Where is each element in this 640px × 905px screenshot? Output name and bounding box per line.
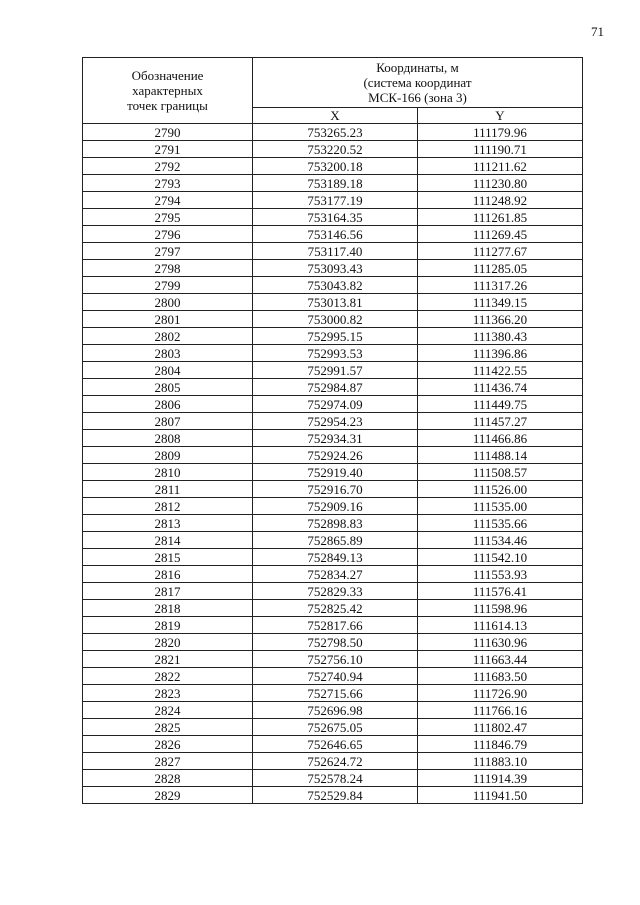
y-cell: 111466.86 [418,430,583,447]
table-row [83,243,583,260]
x-cell: 752974.09 [253,396,418,413]
table-row [83,685,583,702]
y-cell: 111261.85 [418,209,583,226]
y-cell: 111248.92 [418,192,583,209]
point-cell: 2828 [83,770,253,787]
x-cell: 753177.19 [253,192,418,209]
table-row [83,379,583,396]
table-row [83,668,583,685]
point-cell: 2821 [83,651,253,668]
y-cell: 111663.44 [418,651,583,668]
y-cell: 111488.14 [418,447,583,464]
table-row [83,770,583,787]
x-cell: 752934.31 [253,430,418,447]
x-cell: 752529.84 [253,787,418,804]
point-cell: 2810 [83,464,253,481]
y-cell: 111598.96 [418,600,583,617]
y-cell: 111630.96 [418,634,583,651]
y-cell: 111914.39 [418,770,583,787]
x-cell: 752919.40 [253,464,418,481]
table-row [83,719,583,736]
x-cell: 752849.13 [253,549,418,566]
point-header-line: точек границы [127,98,208,113]
coord-header-line: МСК-166 (зона 3) [368,90,467,105]
table-row [83,634,583,651]
point-cell: 2814 [83,532,253,549]
point-cell: 2790 [83,124,253,141]
y-cell: 111317.26 [418,277,583,294]
y-cell: 111211.62 [418,158,583,175]
x-cell: 752898.83 [253,515,418,532]
point-cell: 2811 [83,481,253,498]
x-cell: 752817.66 [253,617,418,634]
point-cell: 2799 [83,277,253,294]
x-cell: 752865.89 [253,532,418,549]
x-cell: 752991.57 [253,362,418,379]
x-cell: 752984.87 [253,379,418,396]
x-cell: 753164.35 [253,209,418,226]
x-cell: 752993.53 [253,345,418,362]
point-cell: 2825 [83,719,253,736]
y-cell: 111534.46 [418,532,583,549]
point-cell: 2824 [83,702,253,719]
point-cell: 2822 [83,668,253,685]
table-row [83,226,583,243]
point-cell: 2805 [83,379,253,396]
point-cell: 2792 [83,158,253,175]
table-row [83,600,583,617]
point-cell: 2829 [83,787,253,804]
point-cell: 2812 [83,498,253,515]
x-cell: 752624.72 [253,753,418,770]
table-row [83,277,583,294]
x-column-header: X [253,108,418,124]
table-row [83,362,583,379]
table-row [83,447,583,464]
coord-header-line: (система координат [363,75,472,90]
y-cell: 111380.43 [418,328,583,345]
x-cell: 752740.94 [253,668,418,685]
table-row [83,498,583,515]
point-cell: 2816 [83,566,253,583]
y-cell: 111802.47 [418,719,583,736]
y-cell: 111846.79 [418,736,583,753]
table-body [83,124,583,804]
table-row [83,294,583,311]
table-row [83,617,583,634]
x-cell: 752916.70 [253,481,418,498]
point-cell: 2806 [83,396,253,413]
point-cell: 2807 [83,413,253,430]
table-row [83,464,583,481]
point-cell: 2795 [83,209,253,226]
point-header-line: Обозначение [131,68,204,83]
table-row [83,430,583,447]
point-cell: 2791 [83,141,253,158]
y-cell: 111535.00 [418,498,583,515]
x-cell: 752798.50 [253,634,418,651]
point-cell: 2796 [83,226,253,243]
point-cell: 2794 [83,192,253,209]
point-cell: 2818 [83,600,253,617]
table-row [83,481,583,498]
point-cell: 2804 [83,362,253,379]
y-cell: 111230.80 [418,175,583,192]
x-cell: 752715.66 [253,685,418,702]
y-cell: 111366.20 [418,311,583,328]
x-cell: 752829.33 [253,583,418,600]
table-row [83,583,583,600]
point-cell: 2800 [83,294,253,311]
table-row [83,124,583,141]
y-cell: 111726.90 [418,685,583,702]
table-row [83,209,583,226]
y-cell: 111542.10 [418,549,583,566]
point-cell: 2793 [83,175,253,192]
y-cell: 111508.57 [418,464,583,481]
x-cell: 753043.82 [253,277,418,294]
y-cell: 111553.93 [418,566,583,583]
x-cell: 753146.56 [253,226,418,243]
table-row [83,515,583,532]
x-cell: 752834.27 [253,566,418,583]
x-cell: 752954.23 [253,413,418,430]
y-cell: 111277.67 [418,243,583,260]
x-cell: 753117.40 [253,243,418,260]
x-cell: 752696.98 [253,702,418,719]
point-cell: 2798 [83,260,253,277]
y-cell: 111269.45 [418,226,583,243]
x-cell: 752825.42 [253,600,418,617]
coord-header-line: Координаты, м [376,60,459,75]
x-cell: 752646.65 [253,736,418,753]
x-cell: 753093.43 [253,260,418,277]
x-cell: 752675.05 [253,719,418,736]
y-column-header: Y [418,108,583,124]
y-cell: 111535.66 [418,515,583,532]
y-cell: 111449.75 [418,396,583,413]
y-cell: 111457.27 [418,413,583,430]
x-cell: 753265.23 [253,124,418,141]
point-cell: 2808 [83,430,253,447]
table-row [83,311,583,328]
point-cell: 2801 [83,311,253,328]
point-cell: 2803 [83,345,253,362]
x-cell: 752578.24 [253,770,418,787]
coordinates-column-header [253,58,583,108]
table-row [83,345,583,362]
x-cell: 753013.81 [253,294,418,311]
point-header-line: характерных [132,83,203,98]
y-cell: 111179.96 [418,124,583,141]
table-row [83,158,583,175]
point-cell: 2820 [83,634,253,651]
y-cell: 111396.86 [418,345,583,362]
point-cell: 2819 [83,617,253,634]
table-row [83,396,583,413]
y-cell: 111941.50 [418,787,583,804]
table-row [83,413,583,430]
y-cell: 111349.15 [418,294,583,311]
table-row [83,175,583,192]
x-cell: 752995.15 [253,328,418,345]
table-row [83,566,583,583]
y-cell: 111526.00 [418,481,583,498]
table-row [83,260,583,277]
x-cell: 752909.16 [253,498,418,515]
point-column-header [83,58,253,124]
y-cell: 111576.41 [418,583,583,600]
coordinates-table [82,57,583,804]
table-row [83,549,583,566]
x-cell: 753200.18 [253,158,418,175]
x-cell: 752756.10 [253,651,418,668]
point-cell: 2823 [83,685,253,702]
x-cell: 753189.18 [253,175,418,192]
point-cell: 2827 [83,753,253,770]
y-cell: 111883.10 [418,753,583,770]
point-cell: 2815 [83,549,253,566]
point-cell: 2809 [83,447,253,464]
point-cell: 2797 [83,243,253,260]
point-cell: 2826 [83,736,253,753]
table-row [83,328,583,345]
table-row [83,736,583,753]
x-cell: 753220.52 [253,141,418,158]
table-row [83,651,583,668]
point-cell: 2813 [83,515,253,532]
table-header [83,58,583,124]
y-cell: 111285.05 [418,260,583,277]
table-row [83,702,583,719]
table-row [83,753,583,770]
table-row [83,532,583,549]
y-cell: 111766.16 [418,702,583,719]
page-number: 71 [591,24,604,39]
y-cell: 111683.50 [418,668,583,685]
y-cell: 111190.71 [418,141,583,158]
y-cell: 111422.55 [418,362,583,379]
y-cell: 111614.13 [418,617,583,634]
table-row [83,787,583,804]
x-cell: 752924.26 [253,447,418,464]
point-cell: 2802 [83,328,253,345]
table-row [83,141,583,158]
table-row [83,192,583,209]
y-cell: 111436.74 [418,379,583,396]
point-cell: 2817 [83,583,253,600]
x-cell: 753000.82 [253,311,418,328]
